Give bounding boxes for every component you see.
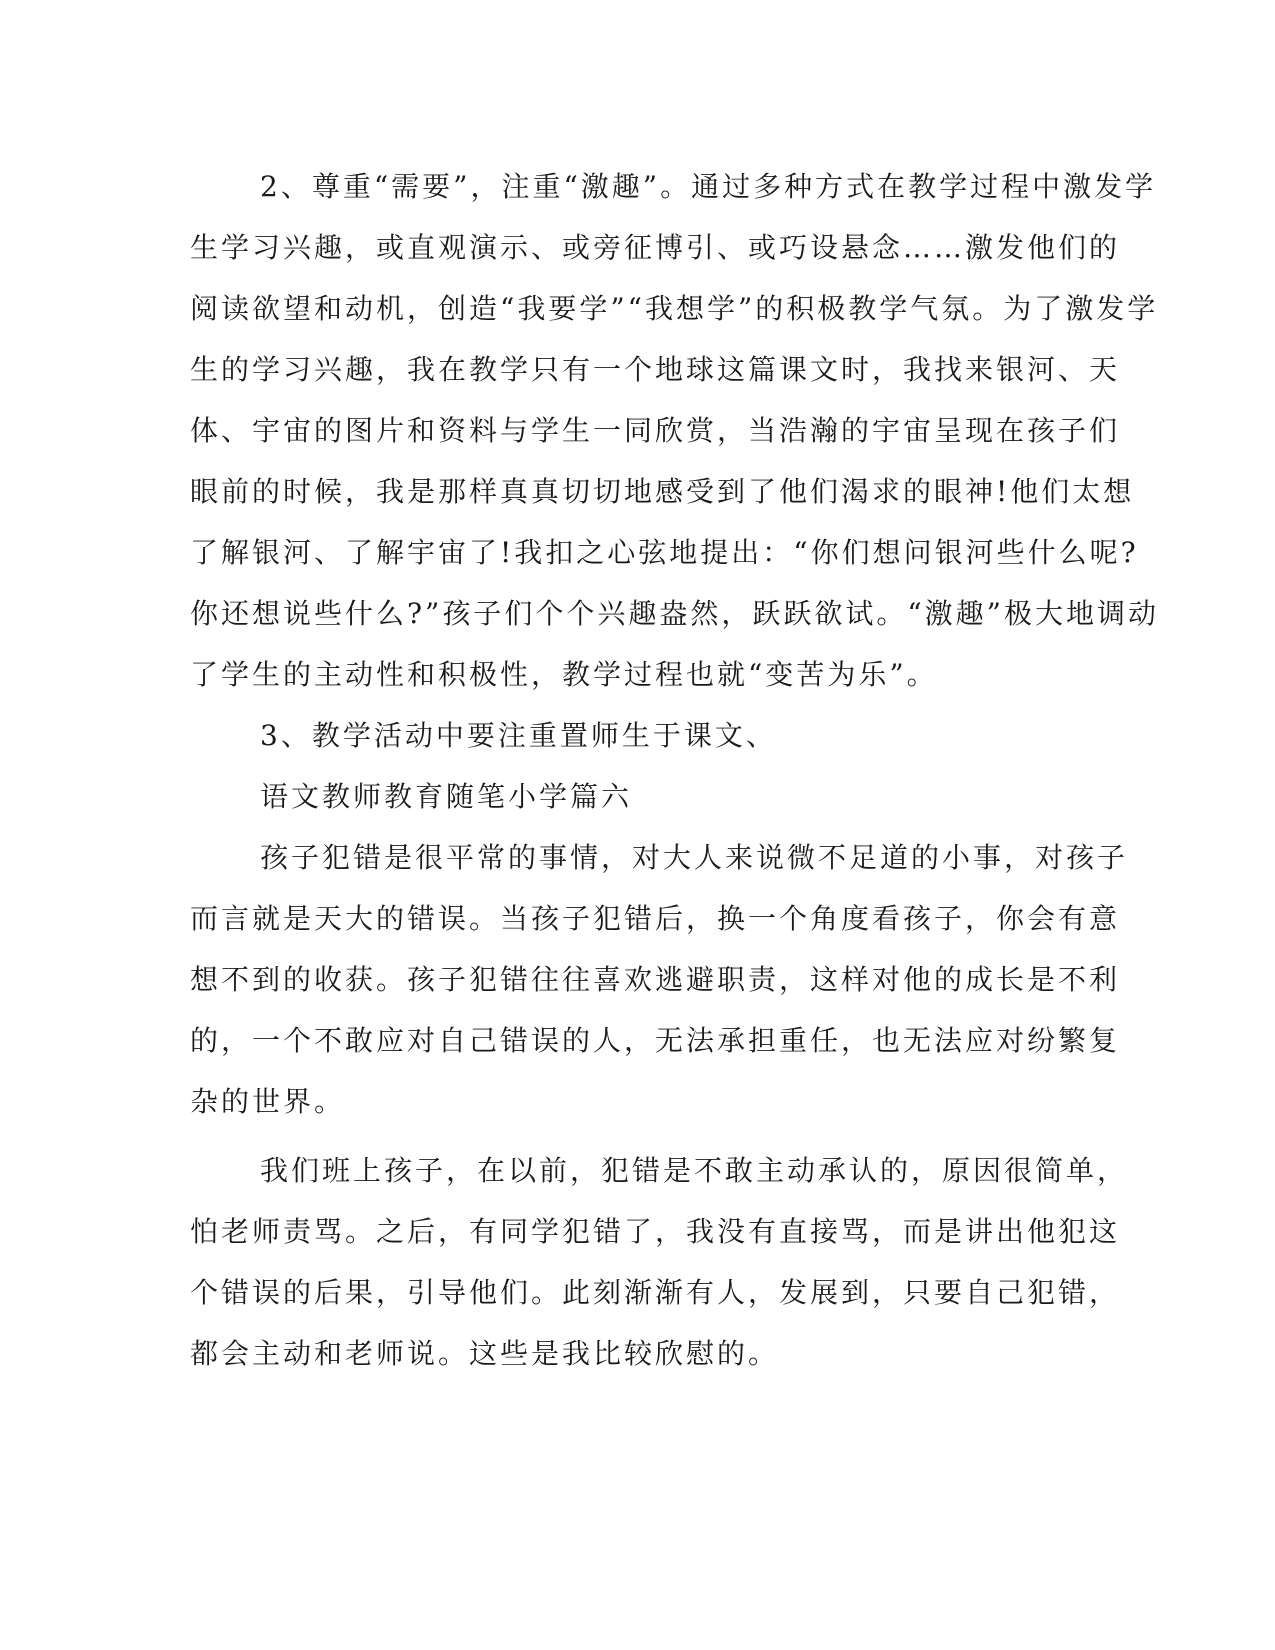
text-line: 怕老师责骂。之后，有同学犯错了，我没有直接骂，而是讲出他犯这 bbox=[190, 1215, 1121, 1248]
paragraph-teaching-interest bbox=[190, 156, 1159, 705]
text-line: 你还想说些什么?”孩子们个个兴趣盎然，跃跃欲试。“激趣”极大地调动 bbox=[190, 597, 1159, 630]
text-line: 杂的世界。 bbox=[190, 1085, 346, 1118]
text-line: 想不到的收获。孩子犯错往往喜欢逃避职责，这样对他的成长是不利 bbox=[190, 963, 1121, 996]
text-line: 都会主动和老师说。这些是我比较欣慰的。 bbox=[190, 1337, 780, 1370]
text-line: 阅读欲望和动机，创造“我要学”“我想学”的积极教学气氛。为了激发学 bbox=[190, 292, 1159, 325]
text-line: 个错误的后果，引导他们。此刻渐渐有人，发展到，只要自己犯错， bbox=[190, 1276, 1121, 1309]
section-heading bbox=[190, 766, 1090, 827]
text-line: 的，一个不敢应对自己错误的人，无法承担重任，也无法应对纷繁复 bbox=[190, 1024, 1121, 1057]
paragraph-children-mistakes bbox=[190, 827, 1129, 1132]
text-line: 生的学习兴趣，我在教学只有一个地球这篇课文时，我找来银河、天 bbox=[190, 353, 1121, 386]
text-line: 孩子犯错是很平常的事情，对大人来说微不足道的小事，对孩子 bbox=[260, 841, 1129, 874]
paragraph-class-experience bbox=[190, 1140, 1129, 1384]
text-line: 2、尊重“需要”，注重“激趣”。通过多种方式在教学过程中激发学 bbox=[260, 170, 1157, 203]
paragraph-gap bbox=[190, 1132, 1090, 1140]
text-line: 了解银河、了解宇宙了!我扣之心弦地提出：“你们想问银河些什么呢? bbox=[190, 536, 1139, 569]
text-line: 3、教学活动中要注重置师生于课文、 bbox=[260, 719, 777, 752]
text-line: 了学生的主动性和积极性，教学过程也就“变苦为乐”。 bbox=[190, 658, 938, 691]
text-line: 我们班上孩子，在以前，犯错是不敢主动承认的，原因很简单， bbox=[260, 1154, 1129, 1187]
text-line: 而言就是天大的错误。当孩子犯错后，换一个角度看孩子，你会有意 bbox=[190, 902, 1121, 935]
document-body bbox=[190, 156, 1159, 1384]
text-line: 体、宇宙的图片和资料与学生一同欣赏，当浩瀚的宇宙呈现在孩子们 bbox=[190, 414, 1121, 447]
text-line: 眼前的时候，我是那样真真切切地感受到了他们渴求的眼神!他们太想 bbox=[190, 475, 1135, 508]
paragraph-teaching-activity bbox=[190, 705, 1090, 766]
text-line: 生学习兴趣，或直观演示、或旁征博引、或巧设悬念……激发他们的 bbox=[190, 231, 1121, 264]
heading-text: 语文教师教育随笔小学篇六 bbox=[260, 780, 633, 813]
